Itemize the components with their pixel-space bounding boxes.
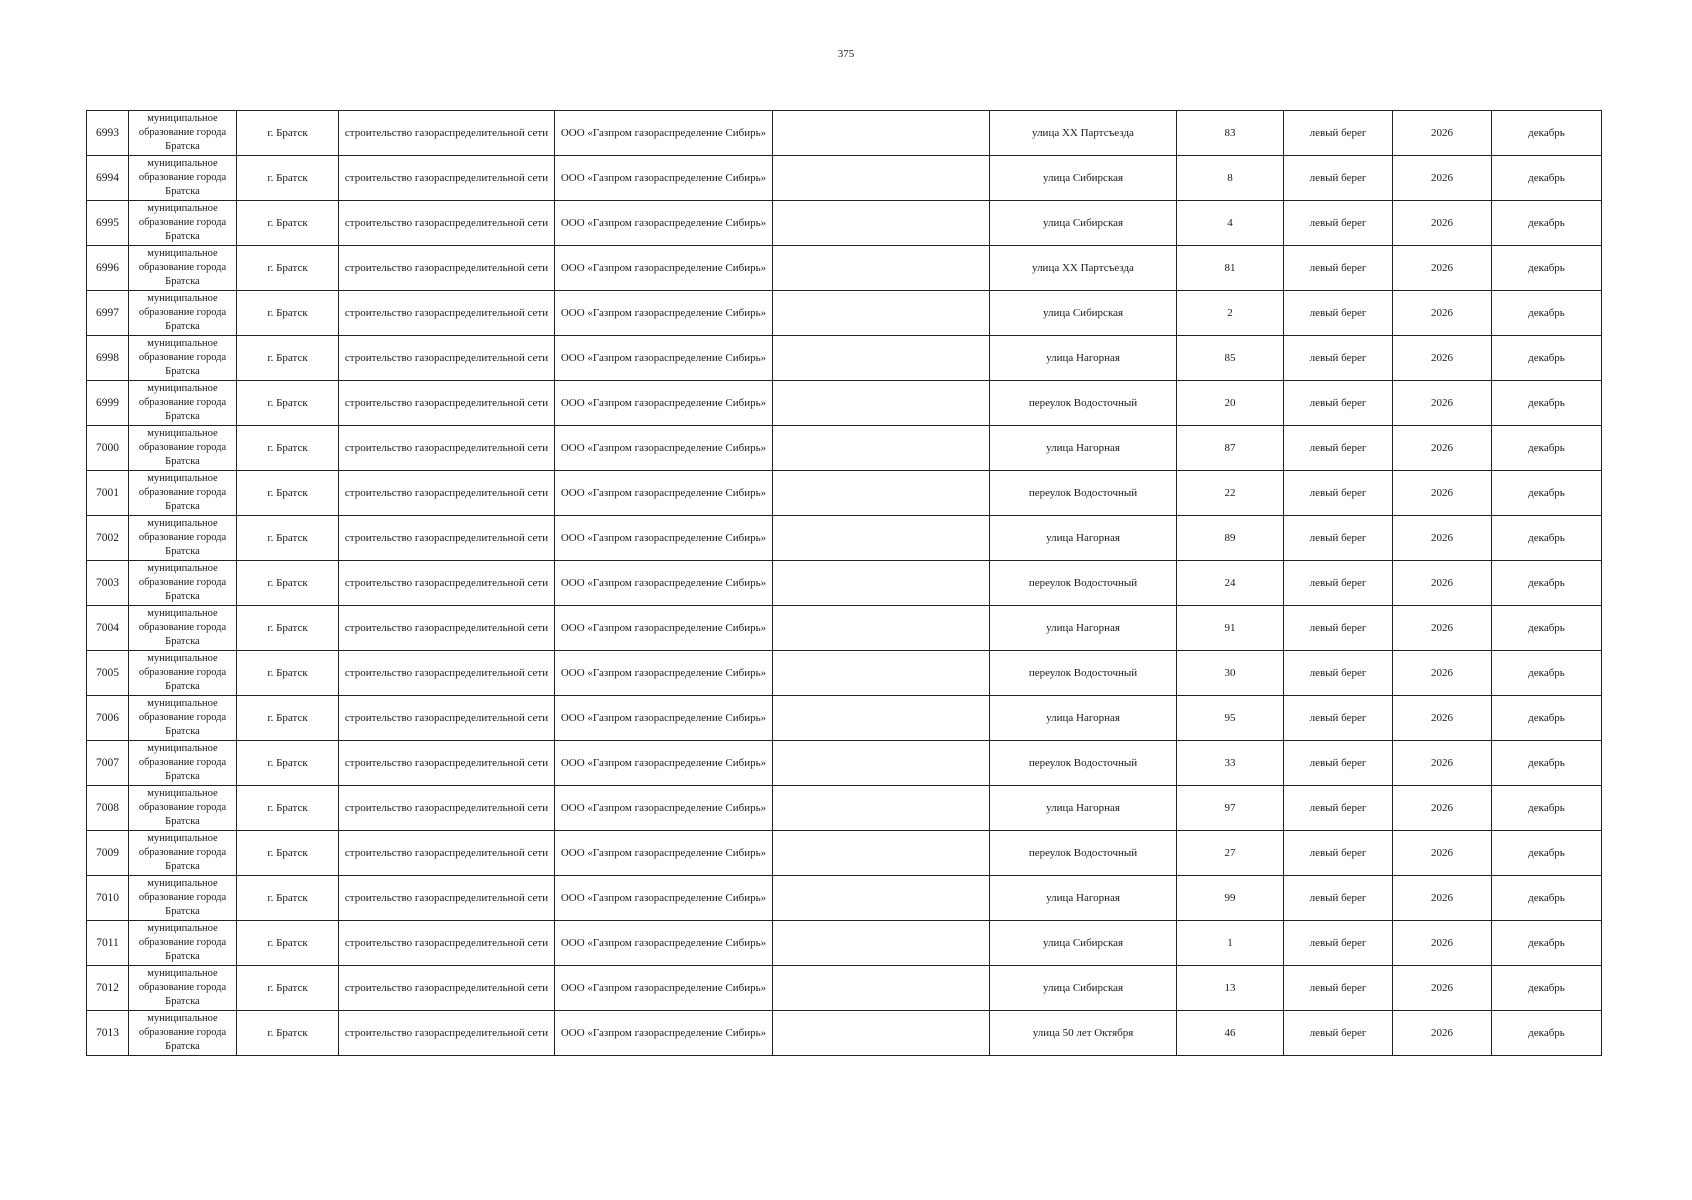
municipality-cell: муниципальное образование города Братска [129,336,237,381]
extra-cell [773,651,990,696]
year-cell: 2026 [1393,426,1492,471]
work-type-cell: строительство газораспределительной сети [339,291,555,336]
organization-cell: ООО «Газпром газораспределение Сибирь» [555,921,773,966]
house-number-cell: 1 [1177,921,1284,966]
organization-cell: ООО «Газпром газораспределение Сибирь» [555,426,773,471]
municipality-cell: муниципальное образование города Братска [129,741,237,786]
municipality-cell: муниципальное образование города Братска [129,201,237,246]
month-cell: декабрь [1492,246,1602,291]
extra-cell [773,696,990,741]
street-cell: улица Сибирская [990,201,1177,246]
house-number-cell: 30 [1177,651,1284,696]
work-type-cell: строительство газораспределительной сети [339,651,555,696]
row-number: 7013 [87,1011,129,1056]
municipality-cell: муниципальное образование города Братска [129,921,237,966]
table-row [87,516,1602,561]
river-bank-cell: левый берег [1284,606,1393,651]
house-number-cell: 81 [1177,246,1284,291]
work-type-cell: строительство газораспределительной сети [339,921,555,966]
table-row [87,201,1602,246]
river-bank-cell: левый берег [1284,111,1393,156]
year-cell: 2026 [1393,336,1492,381]
work-type-cell: строительство газораспределительной сети [339,561,555,606]
organization-cell: ООО «Газпром газораспределение Сибирь» [555,696,773,741]
street-cell: переулок Водосточный [990,651,1177,696]
table-row [87,1011,1602,1056]
house-number-cell: 4 [1177,201,1284,246]
month-cell: декабрь [1492,696,1602,741]
year-cell: 2026 [1393,516,1492,561]
municipality-cell: муниципальное образование города Братска [129,426,237,471]
extra-cell [773,471,990,516]
river-bank-cell: левый берег [1284,156,1393,201]
street-cell: улица Нагорная [990,606,1177,651]
extra-cell [773,516,990,561]
work-type-cell: строительство газораспределительной сети [339,336,555,381]
river-bank-cell: левый берег [1284,201,1393,246]
street-cell: улица Сибирская [990,291,1177,336]
river-bank-cell: левый берег [1284,291,1393,336]
work-type-cell: строительство газораспределительной сети [339,111,555,156]
row-number: 7002 [87,516,129,561]
municipality-cell: муниципальное образование города Братска [129,381,237,426]
year-cell: 2026 [1393,201,1492,246]
city-cell: г. Братск [237,246,339,291]
house-number-cell: 8 [1177,156,1284,201]
house-number-cell: 46 [1177,1011,1284,1056]
river-bank-cell: левый берег [1284,381,1393,426]
month-cell: декабрь [1492,426,1602,471]
month-cell: декабрь [1492,516,1602,561]
municipality-cell: муниципальное образование города Братска [129,516,237,561]
year-cell: 2026 [1393,651,1492,696]
extra-cell [773,426,990,471]
street-cell: улица Сибирская [990,156,1177,201]
work-type-cell: строительство газораспределительной сети [339,381,555,426]
house-number-cell: 22 [1177,471,1284,516]
house-number-cell: 2 [1177,291,1284,336]
row-number: 7001 [87,471,129,516]
month-cell: декабрь [1492,471,1602,516]
extra-cell [773,741,990,786]
city-cell: г. Братск [237,201,339,246]
house-number-cell: 13 [1177,966,1284,1011]
municipality-cell: муниципальное образование города Братска [129,291,237,336]
row-number: 7006 [87,696,129,741]
extra-cell [773,1011,990,1056]
municipality-cell: муниципальное образование города Братска [129,696,237,741]
month-cell: декабрь [1492,156,1602,201]
work-type-cell: строительство газораспределительной сети [339,876,555,921]
register-table [86,110,1602,1056]
extra-cell [773,966,990,1011]
work-type-cell: строительство газораспределительной сети [339,426,555,471]
house-number-cell: 91 [1177,606,1284,651]
city-cell: г. Братск [237,561,339,606]
extra-cell [773,111,990,156]
month-cell: декабрь [1492,876,1602,921]
river-bank-cell: левый берег [1284,966,1393,1011]
house-number-cell: 33 [1177,741,1284,786]
city-cell: г. Братск [237,111,339,156]
river-bank-cell: левый берег [1284,246,1393,291]
city-cell: г. Братск [237,156,339,201]
year-cell: 2026 [1393,696,1492,741]
row-number: 6997 [87,291,129,336]
river-bank-cell: левый берег [1284,426,1393,471]
city-cell: г. Братск [237,876,339,921]
table-row [87,786,1602,831]
month-cell: декабрь [1492,966,1602,1011]
city-cell: г. Братск [237,921,339,966]
river-bank-cell: левый берег [1284,561,1393,606]
year-cell: 2026 [1393,471,1492,516]
street-cell: переулок Водосточный [990,741,1177,786]
street-cell: улица XX Партсъезда [990,111,1177,156]
river-bank-cell: левый берег [1284,786,1393,831]
work-type-cell: строительство газораспределительной сети [339,471,555,516]
row-number: 7011 [87,921,129,966]
city-cell: г. Братск [237,291,339,336]
house-number-cell: 24 [1177,561,1284,606]
organization-cell: ООО «Газпром газораспределение Сибирь» [555,201,773,246]
row-number: 7010 [87,876,129,921]
work-type-cell: строительство газораспределительной сети [339,246,555,291]
page-number: 375 [837,48,855,60]
table-row [87,291,1602,336]
month-cell: декабрь [1492,291,1602,336]
river-bank-cell: левый берег [1284,921,1393,966]
house-number-cell: 85 [1177,336,1284,381]
work-type-cell: строительство газораспределительной сети [339,831,555,876]
row-number: 6994 [87,156,129,201]
year-cell: 2026 [1393,741,1492,786]
organization-cell: ООО «Газпром газораспределение Сибирь» [555,111,773,156]
row-number: 7000 [87,426,129,471]
work-type-cell: строительство газораспределительной сети [339,741,555,786]
work-type-cell: строительство газораспределительной сети [339,786,555,831]
extra-cell [773,606,990,651]
month-cell: декабрь [1492,336,1602,381]
city-cell: г. Братск [237,471,339,516]
table-row [87,381,1602,426]
city-cell: г. Братск [237,741,339,786]
extra-cell [773,246,990,291]
table-row [87,606,1602,651]
city-cell: г. Братск [237,336,339,381]
municipality-cell: муниципальное образование города Братска [129,606,237,651]
municipality-cell: муниципальное образование города Братска [129,831,237,876]
house-number-cell: 83 [1177,111,1284,156]
table-row [87,696,1602,741]
organization-cell: ООО «Газпром газораспределение Сибирь» [555,966,773,1011]
work-type-cell: строительство газораспределительной сети [339,696,555,741]
city-cell: г. Братск [237,516,339,561]
year-cell: 2026 [1393,606,1492,651]
table-row [87,741,1602,786]
year-cell: 2026 [1393,291,1492,336]
row-number: 6995 [87,201,129,246]
work-type-cell: строительство газораспределительной сети [339,201,555,246]
row-number: 7005 [87,651,129,696]
extra-cell [773,561,990,606]
river-bank-cell: левый берег [1284,336,1393,381]
street-cell: улица Нагорная [990,336,1177,381]
house-number-cell: 99 [1177,876,1284,921]
river-bank-cell: левый берег [1284,831,1393,876]
extra-cell [773,156,990,201]
row-number: 6999 [87,381,129,426]
table-row [87,921,1602,966]
municipality-cell: муниципальное образование города Братска [129,111,237,156]
month-cell: декабрь [1492,741,1602,786]
table-row [87,831,1602,876]
organization-cell: ООО «Газпром газораспределение Сибирь» [555,741,773,786]
organization-cell: ООО «Газпром газораспределение Сибирь» [555,606,773,651]
year-cell: 2026 [1393,921,1492,966]
city-cell: г. Братск [237,381,339,426]
organization-cell: ООО «Газпром газораспределение Сибирь» [555,336,773,381]
city-cell: г. Братск [237,651,339,696]
extra-cell [773,291,990,336]
row-number: 7007 [87,741,129,786]
house-number-cell: 97 [1177,786,1284,831]
work-type-cell: строительство газораспределительной сети [339,606,555,651]
city-cell: г. Братск [237,831,339,876]
extra-cell [773,876,990,921]
month-cell: декабрь [1492,1011,1602,1056]
street-cell: переулок Водосточный [990,561,1177,606]
month-cell: декабрь [1492,561,1602,606]
organization-cell: ООО «Газпром газораспределение Сибирь» [555,156,773,201]
table-row [87,471,1602,516]
row-number: 6996 [87,246,129,291]
municipality-cell: муниципальное образование города Братска [129,1011,237,1056]
year-cell: 2026 [1393,831,1492,876]
city-cell: г. Братск [237,1011,339,1056]
table-row [87,651,1602,696]
street-cell: улица Сибирская [990,921,1177,966]
table-row [87,876,1602,921]
extra-cell [773,921,990,966]
organization-cell: ООО «Газпром газораспределение Сибирь» [555,876,773,921]
municipality-cell: муниципальное образование города Братска [129,651,237,696]
month-cell: декабрь [1492,111,1602,156]
table-row [87,336,1602,381]
street-cell: улица Нагорная [990,516,1177,561]
year-cell: 2026 [1393,381,1492,426]
city-cell: г. Братск [237,966,339,1011]
organization-cell: ООО «Газпром газораспределение Сибирь» [555,471,773,516]
extra-cell [773,381,990,426]
row-number: 6998 [87,336,129,381]
work-type-cell: строительство газораспределительной сети [339,1011,555,1056]
year-cell: 2026 [1393,966,1492,1011]
organization-cell: ООО «Газпром газораспределение Сибирь» [555,246,773,291]
table-row [87,426,1602,471]
organization-cell: ООО «Газпром газораспределение Сибирь» [555,651,773,696]
house-number-cell: 95 [1177,696,1284,741]
river-bank-cell: левый берег [1284,876,1393,921]
street-cell: улица Нагорная [990,876,1177,921]
work-type-cell: строительство газораспределительной сети [339,966,555,1011]
month-cell: декабрь [1492,201,1602,246]
year-cell: 2026 [1393,561,1492,606]
extra-cell [773,831,990,876]
river-bank-cell: левый берег [1284,471,1393,516]
organization-cell: ООО «Газпром газораспределение Сибирь» [555,786,773,831]
street-cell: переулок Водосточный [990,471,1177,516]
table-row [87,246,1602,291]
municipality-cell: муниципальное образование города Братска [129,786,237,831]
table-row [87,561,1602,606]
river-bank-cell: левый берег [1284,651,1393,696]
river-bank-cell: левый берег [1284,741,1393,786]
river-bank-cell: левый берег [1284,1011,1393,1056]
register-rows [87,111,1602,1056]
municipality-cell: муниципальное образование города Братска [129,876,237,921]
street-cell: улица 50 лет Октября [990,1011,1177,1056]
month-cell: декабрь [1492,381,1602,426]
organization-cell: ООО «Газпром газораспределение Сибирь» [555,1011,773,1056]
month-cell: декабрь [1492,831,1602,876]
street-cell: переулок Водосточный [990,381,1177,426]
river-bank-cell: левый берег [1284,696,1393,741]
street-cell: улица Нагорная [990,426,1177,471]
work-type-cell: строительство газораспределительной сети [339,516,555,561]
city-cell: г. Братск [237,606,339,651]
house-number-cell: 27 [1177,831,1284,876]
row-number: 7003 [87,561,129,606]
street-cell: улица XX Партсъезда [990,246,1177,291]
organization-cell: ООО «Газпром газораспределение Сибирь» [555,381,773,426]
table-row [87,156,1602,201]
year-cell: 2026 [1393,156,1492,201]
row-number: 7004 [87,606,129,651]
house-number-cell: 20 [1177,381,1284,426]
organization-cell: ООО «Газпром газораспределение Сибирь» [555,516,773,561]
row-number: 6993 [87,111,129,156]
month-cell: декабрь [1492,786,1602,831]
row-number: 7008 [87,786,129,831]
extra-cell [773,336,990,381]
month-cell: декабрь [1492,921,1602,966]
city-cell: г. Братск [237,696,339,741]
street-cell: переулок Водосточный [990,831,1177,876]
year-cell: 2026 [1393,876,1492,921]
city-cell: г. Братск [237,786,339,831]
city-cell: г. Братск [237,426,339,471]
organization-cell: ООО «Газпром газораспределение Сибирь» [555,831,773,876]
table-row [87,966,1602,1011]
table-row [87,111,1602,156]
year-cell: 2026 [1393,246,1492,291]
extra-cell [773,786,990,831]
work-type-cell: строительство газораспределительной сети [339,156,555,201]
river-bank-cell: левый берег [1284,516,1393,561]
street-cell: улица Нагорная [990,786,1177,831]
extra-cell [773,201,990,246]
municipality-cell: муниципальное образование города Братска [129,156,237,201]
month-cell: декабрь [1492,651,1602,696]
year-cell: 2026 [1393,1011,1492,1056]
municipality-cell: муниципальное образование города Братска [129,561,237,606]
municipality-cell: муниципальное образование города Братска [129,966,237,1011]
house-number-cell: 87 [1177,426,1284,471]
year-cell: 2026 [1393,111,1492,156]
house-number-cell: 89 [1177,516,1284,561]
year-cell: 2026 [1393,786,1492,831]
street-cell: улица Нагорная [990,696,1177,741]
row-number: 7009 [87,831,129,876]
municipality-cell: муниципальное образование города Братска [129,246,237,291]
organization-cell: ООО «Газпром газораспределение Сибирь» [555,561,773,606]
municipality-cell: муниципальное образование города Братска [129,471,237,516]
row-number: 7012 [87,966,129,1011]
month-cell: декабрь [1492,606,1602,651]
street-cell: улица Сибирская [990,966,1177,1011]
organization-cell: ООО «Газпром газораспределение Сибирь» [555,291,773,336]
